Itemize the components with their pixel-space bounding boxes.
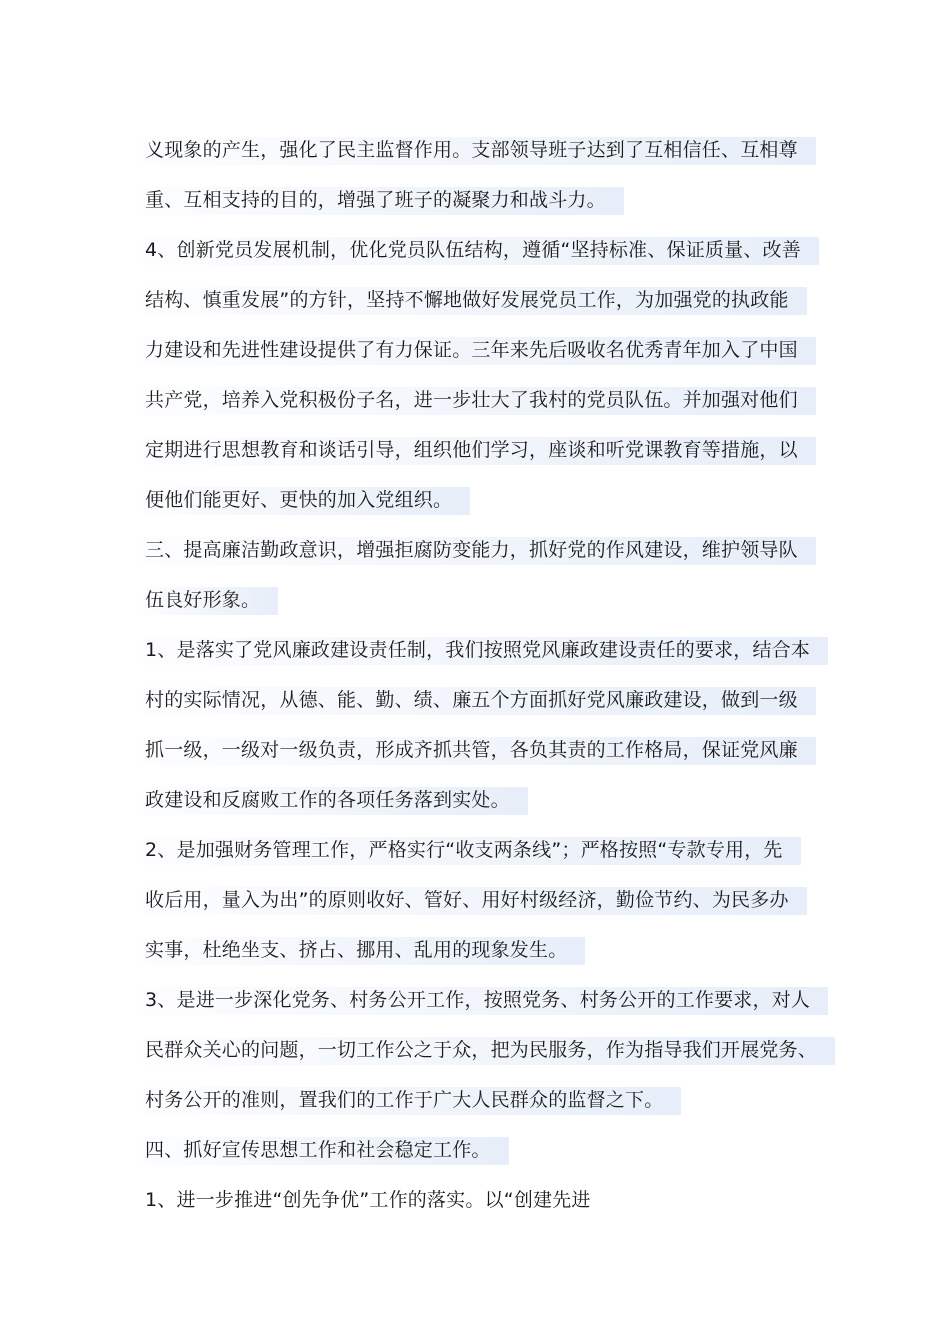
- text-line: [143, 825, 843, 875]
- text-line: [143, 125, 843, 175]
- text-line: [143, 275, 843, 325]
- text-line: [143, 1025, 843, 1075]
- text-line: [143, 925, 843, 975]
- text-line-content: 1、进一步推进“创先争优”工作的落实。以“创建先进: [145, 1189, 591, 1211]
- text-line: [143, 225, 843, 275]
- text-line-content: 抓一级，一级对一级负责，形成齐抓共管，各负其责的工作格局，保证党风廉: [143, 737, 816, 765]
- text-line: [143, 1075, 843, 1125]
- text-line-content: 2、是加强财务管理工作，严格实行“收支两条线”；严格按照“专款专用，先: [143, 837, 801, 865]
- text-line-content: 义现象的产生，强化了民主监督作用。支部领导班子达到了互相信任、互相尊: [143, 137, 816, 165]
- section-heading-line: [143, 525, 843, 575]
- text-line: [143, 325, 843, 375]
- text-line: [143, 725, 843, 775]
- text-line-content: 4、创新党员发展机制，优化党员队伍结构，遵循“坚持标准、保证质量、改善: [143, 237, 819, 265]
- text-line: [143, 425, 843, 475]
- section-heading-line: [143, 575, 843, 625]
- text-line: [143, 475, 843, 525]
- text-line: [143, 675, 843, 725]
- section-heading-line: [143, 1125, 843, 1175]
- text-line-content: 收后用，量入为出”的原则收好、管好、用好村级经济，勤俭节约、为民多办: [143, 887, 807, 915]
- text-line-content: 1、是落实了党风廉政建设责任制，我们按照党风廉政建设责任的要求，结合本: [143, 637, 828, 665]
- text-line-content: 村的实际情况，从德、能、勤、绩、廉五个方面抓好党风廉政建设，做到一级: [143, 687, 816, 715]
- text-line-content: 3、是进一步深化党务、村务公开工作，按照党务、村务公开的工作要求，对人: [143, 987, 828, 1015]
- text-line-content: 伍良好形象。: [143, 587, 278, 615]
- text-line: [143, 775, 843, 825]
- text-line-content: 便他们能更好、更快的加入党组织。: [143, 487, 470, 515]
- text-line-content: 定期进行思想教育和谈话引导，组织他们学习，座谈和听党课教育等措施，以: [143, 437, 816, 465]
- text-line-content: 四、抓好宣传思想工作和社会稳定工作。: [143, 1137, 509, 1165]
- text-line-content: 实事，杜绝坐支、挤占、挪用、乱用的现象发生。: [143, 937, 585, 965]
- document-body: [143, 125, 843, 1225]
- text-line-content: 三、提高廉洁勤政意识，增强拒腐防变能力，抓好党的作风建设，维护领导队: [143, 537, 816, 565]
- text-line: [143, 625, 843, 675]
- text-line-content: 民群众关心的问题，一切工作公之于众，把为民服务，作为指导我们开展党务、: [143, 1037, 835, 1065]
- text-line: [143, 975, 843, 1025]
- text-line-content: 村务公开的准则，置我们的工作于广大人民群众的监督之下。: [143, 1087, 681, 1115]
- text-line-content: 共产党，培养入党积极份子名，进一步壮大了我村的党员队伍。并加强对他们: [143, 387, 816, 415]
- text-line-content: 力建设和先进性建设提供了有力保证。三年来先后吸收名优秀青年加入了中国: [143, 337, 816, 365]
- text-line: [143, 1175, 843, 1225]
- text-line: [143, 375, 843, 425]
- text-line: [143, 175, 843, 225]
- text-line: [143, 875, 843, 925]
- text-line-content: 重、互相支持的目的，增强了班子的凝聚力和战斗力。: [143, 187, 624, 215]
- text-line-content: 结构、慎重发展”的方针，坚持不懈地做好发展党员工作，为加强党的执政能: [143, 287, 807, 315]
- text-line-content: 政建设和反腐败工作的各项任务落到实处。: [143, 787, 528, 815]
